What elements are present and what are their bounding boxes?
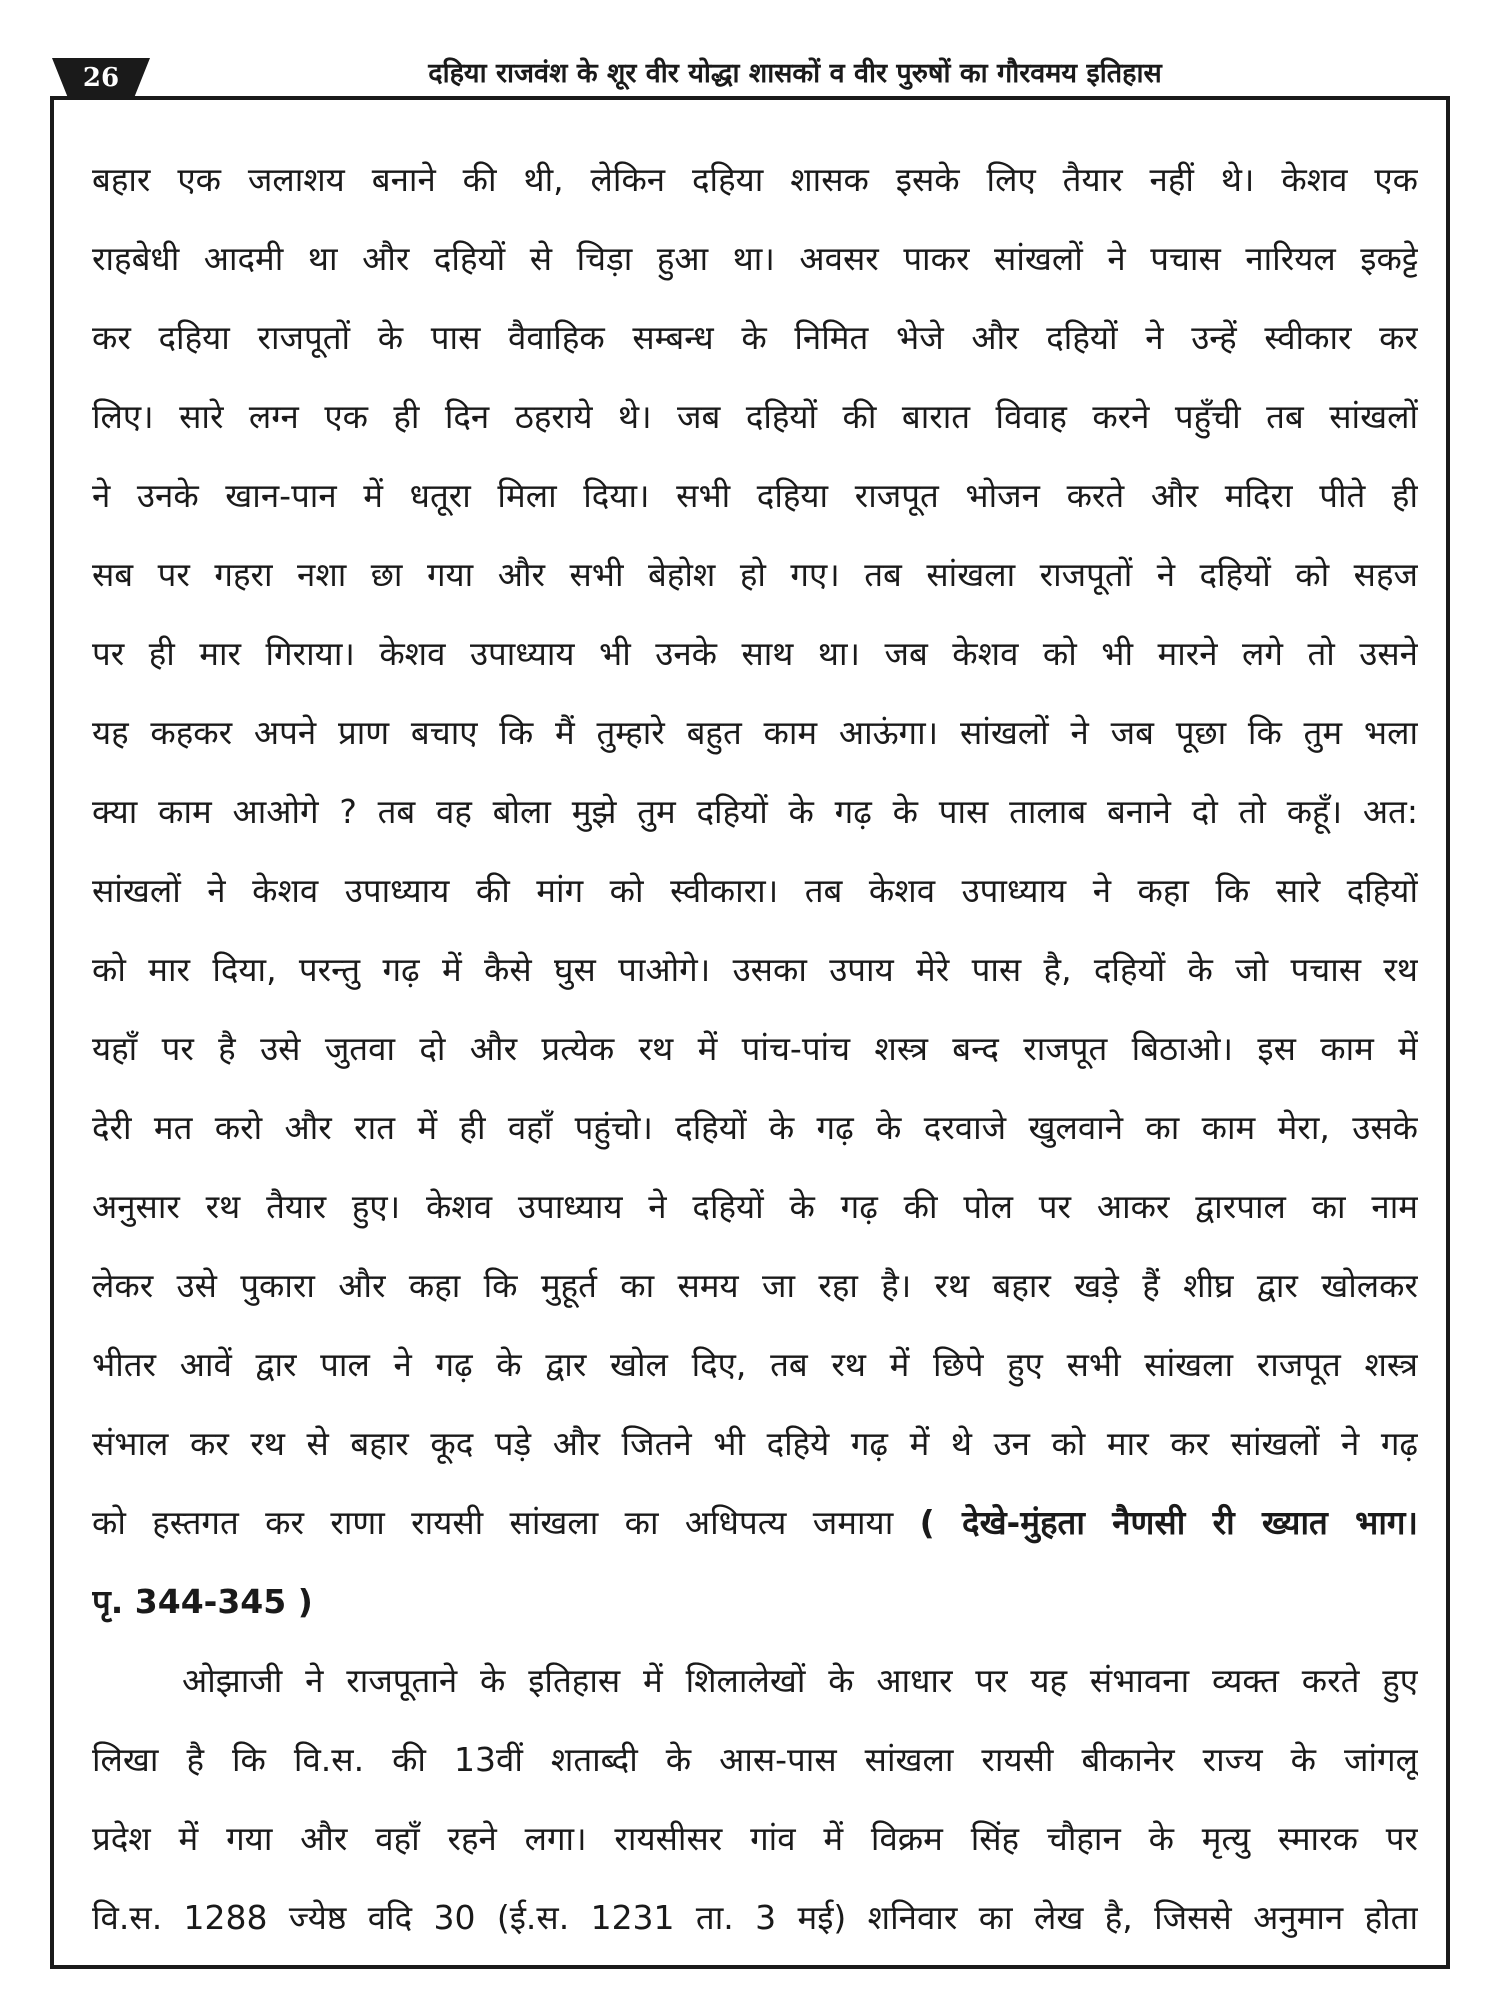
- text-line: लेकर उसे पुकारा और कहा कि मुहूर्त का समय जा रहा है। रथ बहार खड़े हैं शीघ्र द्वार खोलकर: [92, 1266, 1418, 1305]
- text-line: भीतर आवें द्वार पाल ने गढ़ के द्वार खोल दिए, तब रथ में छिपे हुए सभी सांखला राजपूत शस्त्र: [92, 1345, 1418, 1384]
- text-line: लिए। सारे लग्न एक ही दिन ठहराये थे। जब दहियों की बारात विवाह करने पहुँची तब सांखलों: [92, 397, 1418, 436]
- text-line: राहबेधी आदमी था और दहियों से चिड़ा हुआ था। अवसर पाकर सांखलों ने पचास नारियल इकट्टे: [92, 239, 1418, 278]
- citation-bold: ( देखे-मुंहता नैणसी री ख्यात भाग।: [919, 1503, 1418, 1542]
- running-head-title: दहिया राजवंश के शूर वीर योद्धा शासकों व वीर पुरुषों का गौरवमय इतिहास: [428, 58, 1162, 89]
- text-line: लिखा है कि वि.स. की 13वीं शताब्दी के आस-पास सांखला रायसी बीकानेर राज्य के जांगलू: [92, 1740, 1418, 1779]
- text-line: यहाँ पर है उसे जुतवा दो और प्रत्येक रथ में पांच-पांच शस्त्र बन्द राजपूत बिठाओ। इस काम में: [92, 1029, 1418, 1068]
- text-line: पर ही मार गिराया। केशव उपाध्याय भी उनके साथ था। जब केशव को भी मारने लगे तो उसने: [92, 634, 1418, 673]
- text-line: कर दहिया राजपूतों के पास वैवाहिक सम्बन्ध के निमित भेजे और दहियों ने उन्हें स्वीकार कर: [92, 318, 1418, 357]
- body-text: [92, 140, 1418, 1957]
- text-line: को मार दिया, परन्तु गढ़ में कैसे घुस पाओगे। उसका उपाय मेरे पास है, दहियों के जो पचास रथ: [92, 950, 1418, 989]
- text-line: ने उनके खान-पान में धतूरा मिला दिया। सभी दहिया राजपूत भोजन करते और मदिरा पीते ही: [92, 476, 1418, 515]
- text-line: प्रदेश में गया और वहाँ रहने लगा। रायसीसर गांव में विक्रम सिंह चौहान के मृत्यु स्मारक पर: [92, 1819, 1418, 1858]
- text-line: वि.स. 1288 ज्येष्ठ वदि 30 (ई.स. 1231 ता. 3 मई) शनिवार का लेख है, जिससे अनुमान होता: [92, 1898, 1418, 1937]
- text-line: यह कहकर अपने प्राण बचाए कि मैं तुम्हारे बहुत काम आऊंगा। सांखलों ने जब पूछा कि तुम भला: [92, 713, 1418, 752]
- citation-bold-continued: पृ. 344-345 ): [92, 1582, 313, 1621]
- text-line: क्या काम आओगे ? तब वह बोला मुझे तुम दहियों के गढ़ के पास तालाब बनाने दो तो कहूँ। अत:: [92, 792, 1418, 831]
- text-line: संभाल कर रथ से बहार कूद पड़े और जितने भी दहिये गढ़ में थे उन को मार कर सांखलों ने गढ़: [92, 1424, 1418, 1463]
- page-number: 26: [82, 63, 120, 93]
- text-line: अनुसार रथ तैयार हुए। केशव उपाध्याय ने दहियों के गढ़ की पोल पर आकर द्वारपाल का नाम: [92, 1187, 1418, 1226]
- text-line: सब पर गहरा नशा छा गया और सभी बेहोश हो गए। तब सांखला राजपूतों ने दहियों को सहज: [92, 555, 1418, 594]
- text-line-plain: को हस्तगत कर राणा रायसी सांखला का अधिपत्य जमाया: [92, 1503, 894, 1542]
- text-line: देरी मत करो और रात में ही वहाँ पहुंचो। दहियों के गढ़ के दरवाजे खुलवाने का काम मेरा, उसके: [92, 1108, 1418, 1147]
- text-line: सांखलों ने केशव उपाध्याय की मांग को स्वीकारा। तब केशव उपाध्याय ने कहा कि सारे दहियों: [92, 871, 1418, 910]
- text-line-with-citation: [92, 1483, 1418, 1562]
- text-line: बहार एक जलाशय बनाने की थी, लेकिन दहिया शासक इसके लिए तैयार नहीं थे। केशव एक: [92, 160, 1418, 199]
- paragraph-2-first-line: ओझाजी ने राजपूताने के इतिहास में शिलालेखों के आधार पर यह संभावना व्यक्त करते हुए: [182, 1661, 1418, 1700]
- page-number-tab: [52, 58, 150, 98]
